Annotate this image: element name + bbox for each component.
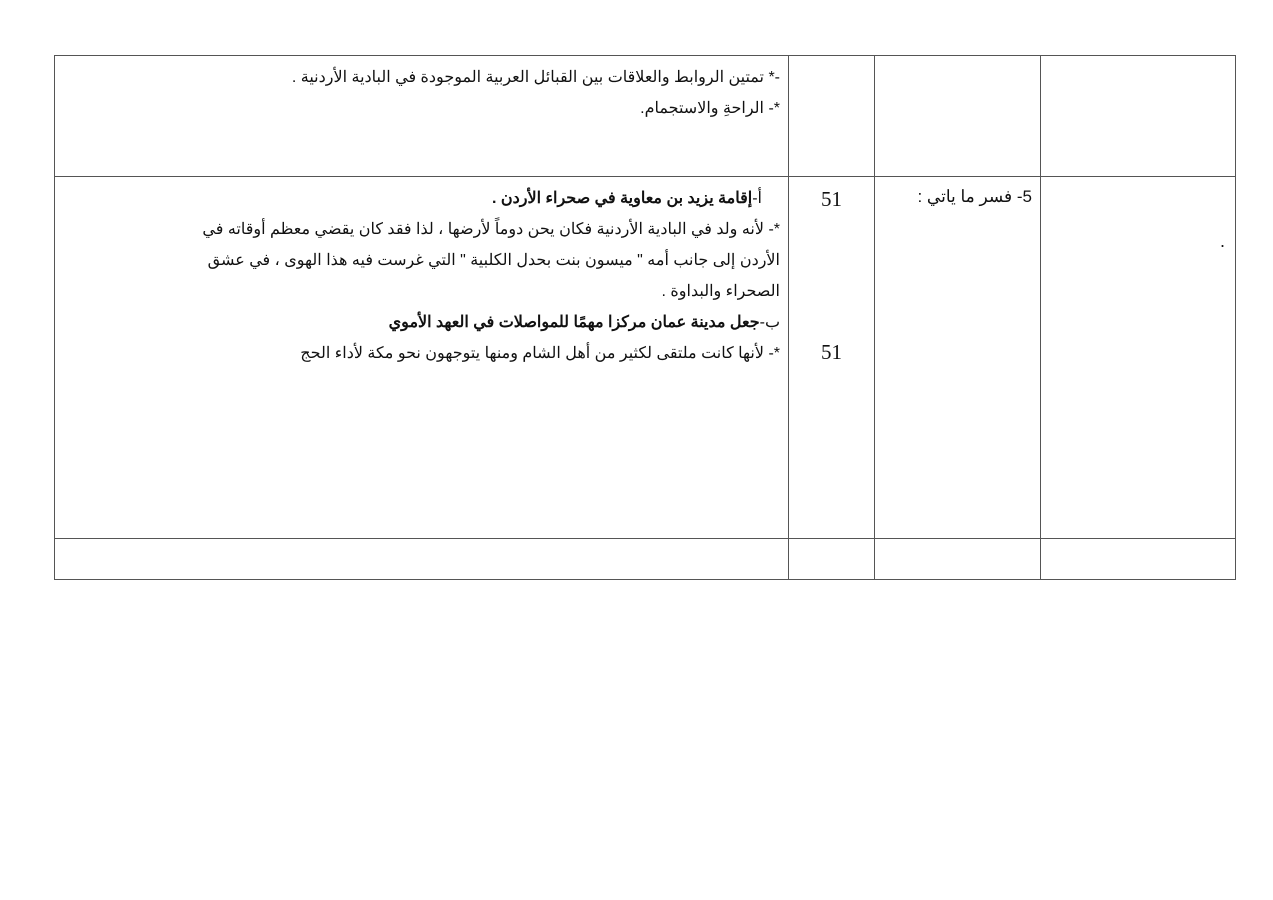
answer-line: *- لأنه ولد في البادية الأردنية فكان يحن دوماً لأرضها ، لذا فقد كان يقضي معظم أوقاته في [202,221,780,238]
extra-cell [1041,539,1236,580]
answer-line: *- لأنها كانت ملتقى لكثير من أهل الشام ومنها يتوجهون نحو مكة لأداء الحج [300,345,780,362]
table-row [55,56,1236,177]
page-cell [789,56,875,177]
page-number-a: 51 [821,187,842,211]
answer-line: الأردن إلى جانب أمه " ميسون بنت بحدل الكلبية " التي غرست فيه هذا الهوى ، في عشق [207,252,780,269]
answer-cell [55,539,789,580]
table-row [55,539,1236,580]
answer-line: الصحراء والبداوة . [661,283,780,300]
table-row [55,177,1236,539]
item-a-title: إقامة يزيد بن معاوية في صحراء الأردن . [491,190,753,207]
answer-cell [55,56,789,177]
answer-text [55,177,788,369]
page-cell [789,177,875,539]
answer-text [55,56,788,124]
question-cell [875,177,1041,539]
answer-cell [55,177,789,539]
answer-key-table [54,55,1236,580]
question-cell [875,539,1041,580]
extra-mark: . [1219,231,1225,251]
extra-cell [1041,177,1236,539]
page-number-b: 51 [821,340,842,364]
extra-cell [1041,56,1236,177]
answer-line: *- الراحةِ والاستجمام. [640,100,780,117]
item-b-heading [77,307,780,338]
page-numbers [789,177,874,548]
question-text: 5- فسر ما ياتي : [917,187,1032,206]
item-b-title: جعل مدينة عمان مركزا مهمًا للمواصلات في العهد الأموي [388,314,760,331]
question-cell [875,56,1041,177]
item-a-heading [77,183,780,214]
answer-line: -* تمتين الروابط والعلاقات بين القبائل العربية الموجودة في البادية الأردنية . [291,69,780,86]
item-a-label: أ- [752,190,762,207]
item-b-label: ب- [759,314,780,331]
